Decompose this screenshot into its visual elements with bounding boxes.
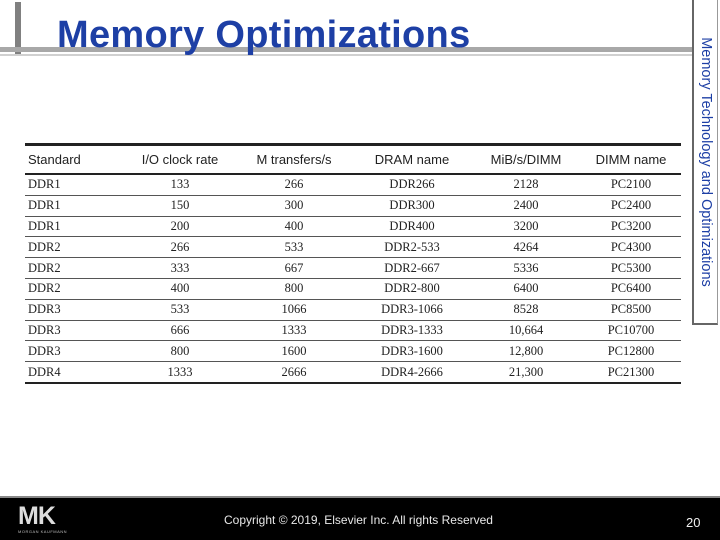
- table-cell: PC5300: [581, 258, 681, 279]
- table-cell: 1333: [125, 362, 235, 383]
- table-cell: DDR2: [25, 258, 125, 279]
- table-row: [25, 278, 681, 299]
- table-row: [25, 341, 681, 362]
- table-header-row: [25, 145, 681, 175]
- table-cell: 800: [125, 341, 235, 362]
- page-number: 20: [686, 515, 701, 530]
- table-row: [25, 237, 681, 258]
- table-row: [25, 174, 681, 195]
- table-cell: 3200: [471, 216, 581, 237]
- table-cell: PC2400: [581, 195, 681, 216]
- column-header: Standard: [25, 145, 125, 175]
- table-cell: DDR2: [25, 278, 125, 299]
- table-cell: 333: [125, 258, 235, 279]
- table-cell: PC21300: [581, 362, 681, 383]
- ddr-table: [25, 143, 681, 384]
- table-cell: DDR266: [353, 174, 471, 195]
- table-cell: DDR2-667: [353, 258, 471, 279]
- table-cell: 4264: [471, 237, 581, 258]
- table-cell: DDR4: [25, 362, 125, 383]
- copyright-text: Copyright © 2019, Elsevier Inc. All rights Reserved: [224, 513, 493, 527]
- table-cell: 400: [125, 278, 235, 299]
- column-header: DIMM name: [581, 145, 681, 175]
- logo-mark: MK: [18, 502, 55, 530]
- table-cell: 6400: [471, 278, 581, 299]
- table-cell: 300: [235, 195, 353, 216]
- table-cell: 8528: [471, 299, 581, 320]
- table-cell: DDR3-1066: [353, 299, 471, 320]
- table-cell: 12,800: [471, 341, 581, 362]
- slide-title: Memory Optimizations: [57, 14, 471, 56]
- ddr-table-container: [25, 143, 681, 384]
- table-cell: 800: [235, 278, 353, 299]
- column-header: MiB/s/DIMM: [471, 145, 581, 175]
- table-row: [25, 299, 681, 320]
- table-cell: DDR3: [25, 320, 125, 341]
- table-cell: 533: [125, 299, 235, 320]
- column-header: DRAM name: [353, 145, 471, 175]
- table-cell: PC8500: [581, 299, 681, 320]
- table-cell: PC3200: [581, 216, 681, 237]
- section-label: Memory Technology and Optimizations: [698, 37, 714, 287]
- table-cell: 10,664: [471, 320, 581, 341]
- table-cell: 266: [125, 237, 235, 258]
- table-cell: PC10700: [581, 320, 681, 341]
- table-cell: DDR3: [25, 299, 125, 320]
- publisher-logo: [18, 504, 74, 534]
- table-cell: DDR2-533: [353, 237, 471, 258]
- table-cell: DDR1: [25, 174, 125, 195]
- table-cell: 666: [125, 320, 235, 341]
- table-cell: PC12800: [581, 341, 681, 362]
- table-row: [25, 195, 681, 216]
- table-cell: 21,300: [471, 362, 581, 383]
- table-cell: 1600: [235, 341, 353, 362]
- table-cell: DDR2-800: [353, 278, 471, 299]
- table-cell: 150: [125, 195, 235, 216]
- table-row: [25, 320, 681, 341]
- table-cell: DDR3-1333: [353, 320, 471, 341]
- section-tab: [692, 0, 718, 325]
- table-cell: 2400: [471, 195, 581, 216]
- table-cell: 5336: [471, 258, 581, 279]
- table-row: [25, 362, 681, 383]
- table-cell: DDR3-1600: [353, 341, 471, 362]
- table-cell: PC6400: [581, 278, 681, 299]
- table-cell: 2128: [471, 174, 581, 195]
- table-cell: DDR2: [25, 237, 125, 258]
- table-cell: DDR1: [25, 195, 125, 216]
- footer-bar: [0, 496, 720, 540]
- table-cell: 533: [235, 237, 353, 258]
- table-cell: PC4300: [581, 237, 681, 258]
- table-row: [25, 258, 681, 279]
- table-cell: 266: [235, 174, 353, 195]
- table-cell: 200: [125, 216, 235, 237]
- table-cell: 2666: [235, 362, 353, 383]
- table-cell: DDR4-2666: [353, 362, 471, 383]
- table-body: [25, 174, 681, 383]
- table-cell: 133: [125, 174, 235, 195]
- logo-subtext: MORGAN KAUFMANN: [18, 529, 68, 534]
- table-cell: DDR400: [353, 216, 471, 237]
- table-cell: 667: [235, 258, 353, 279]
- table-cell: 400: [235, 216, 353, 237]
- table-cell: DDR3: [25, 341, 125, 362]
- table-cell: 1333: [235, 320, 353, 341]
- table-cell: DDR1: [25, 216, 125, 237]
- column-header: I/O clock rate: [125, 145, 235, 175]
- table-cell: PC2100: [581, 174, 681, 195]
- column-header: M transfers/s: [235, 145, 353, 175]
- table-cell: DDR300: [353, 195, 471, 216]
- table-cell: 1066: [235, 299, 353, 320]
- table-row: [25, 216, 681, 237]
